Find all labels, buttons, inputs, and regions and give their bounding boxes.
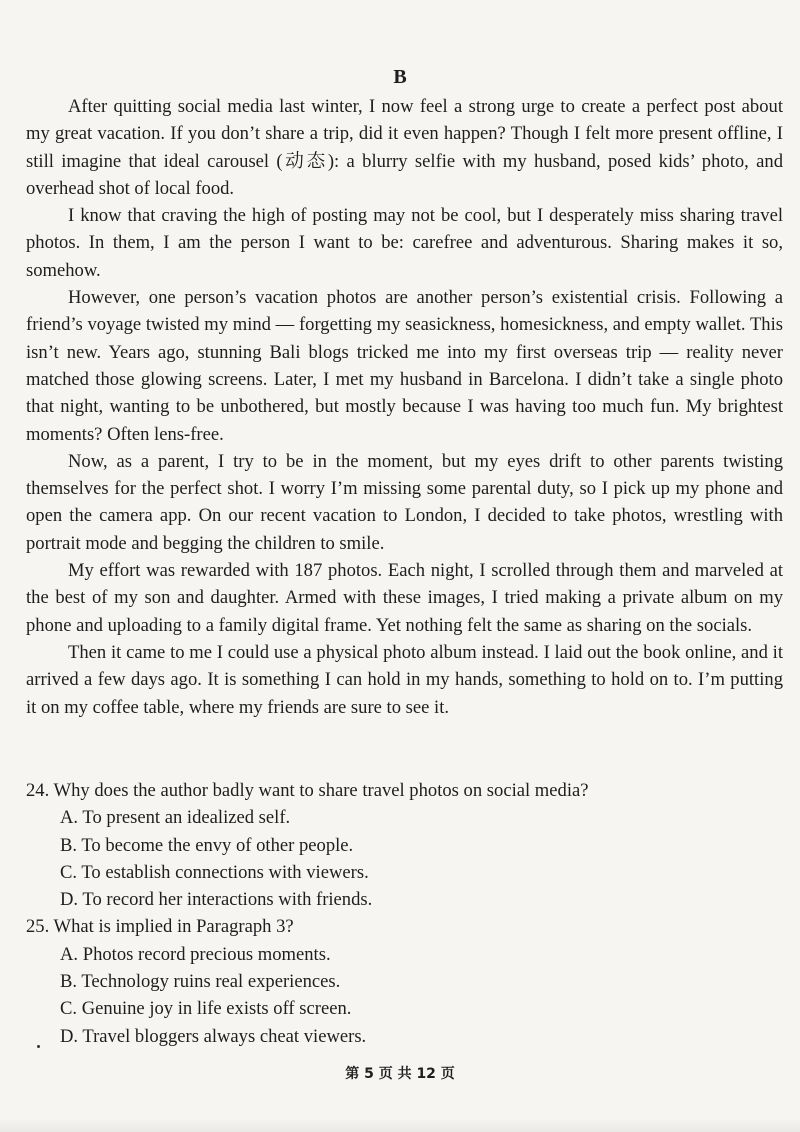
option-a: A. To present an idealized self. (60, 807, 291, 829)
option-c: C. To establish connections with viewers. (60, 861, 369, 883)
paragraph: After quitting social media last winter, I now feel a strong urge to create a perfect post about my great vacation. If you don’t share a trip, did it even happen? Though I felt more present offline, I still imagine that ideal carousel (动态): a blurry selfie with my husband, posed kids’ photo, and overhead shot of local food. (26, 96, 783, 199)
paragraph: I know that craving the high of posting may not be cool, but I desperately miss sharing travel photos. In them, I am the person I want to be: carefree and adventurous. Sharing makes it so, somehow. (26, 205, 783, 281)
question-stem: 24. Why does the author badly want to share travel photos on social media? (26, 780, 589, 801)
question-stem: 25. What is implied in Paragraph 3? (26, 916, 294, 938)
paragraph: Then it came to me I could use a physical photo album instead. I laid out the book online, and it arrived a few days ago. It is something I can hold in my hands, something to hold on to. I’m putting it on my coffee table, where my friends are sure to see it. (26, 641, 783, 718)
option-a: A. Photos record precious moments. (60, 943, 331, 965)
option-b: B. Technology ruins real experiences. (60, 971, 341, 993)
paragraph: However, one person’s vacation photos are another person’s existential crisis. Following a friend’s voyage twisted my mind — forgetting my seasickness, homesickness, and empty wallet. This isn’t new. Years ago, stunning Bali blogs tricked me into my first overseas trip — reality never matched those glowing screens. Later, I met my husband in Barcelona. I didn’t take a single photo that night, wanting to be unbothered, but mostly because I was having too much fun. My brightest moments? Often lens-free. (26, 287, 783, 445)
paragraph: Now, as a parent, I try to be in the moment, but my eyes drift to other parents twisting themselves for the perfect shot. I worry I’m missing some parental duty, so I pick up my phone and open the camera app. On our recent vacation to London, I decided to take photos, wrestling with portrait mode and begging the children to smile. (26, 450, 783, 554)
page-edge-shadow (0, 1118, 800, 1132)
stray-dot (37, 1045, 40, 1048)
option-c: C. Genuine joy in life exists off screen. (60, 998, 352, 1020)
paragraph: My effort was rewarded with 187 photos. Each night, I scrolled through them and marveled at the best of my son and daughter. Armed with these images, I tried making a private album on my phone and uploading to a family digital frame. Yet nothing felt the same as sharing on the socials. (26, 560, 783, 636)
passage-heading: B (393, 66, 407, 88)
question-24 (26, 777, 783, 913)
page-number: 第 5 页 共 12 页 (345, 1066, 455, 1082)
option-d: D. To record her interactions with friends. (60, 889, 373, 911)
option-d: D. Travel bloggers always cheat viewers. (60, 1025, 367, 1047)
question-25 (26, 913, 783, 1049)
question-list (26, 777, 783, 1050)
option-b: B. To become the envy of other people. (60, 834, 354, 856)
passage-body (26, 93, 783, 721)
